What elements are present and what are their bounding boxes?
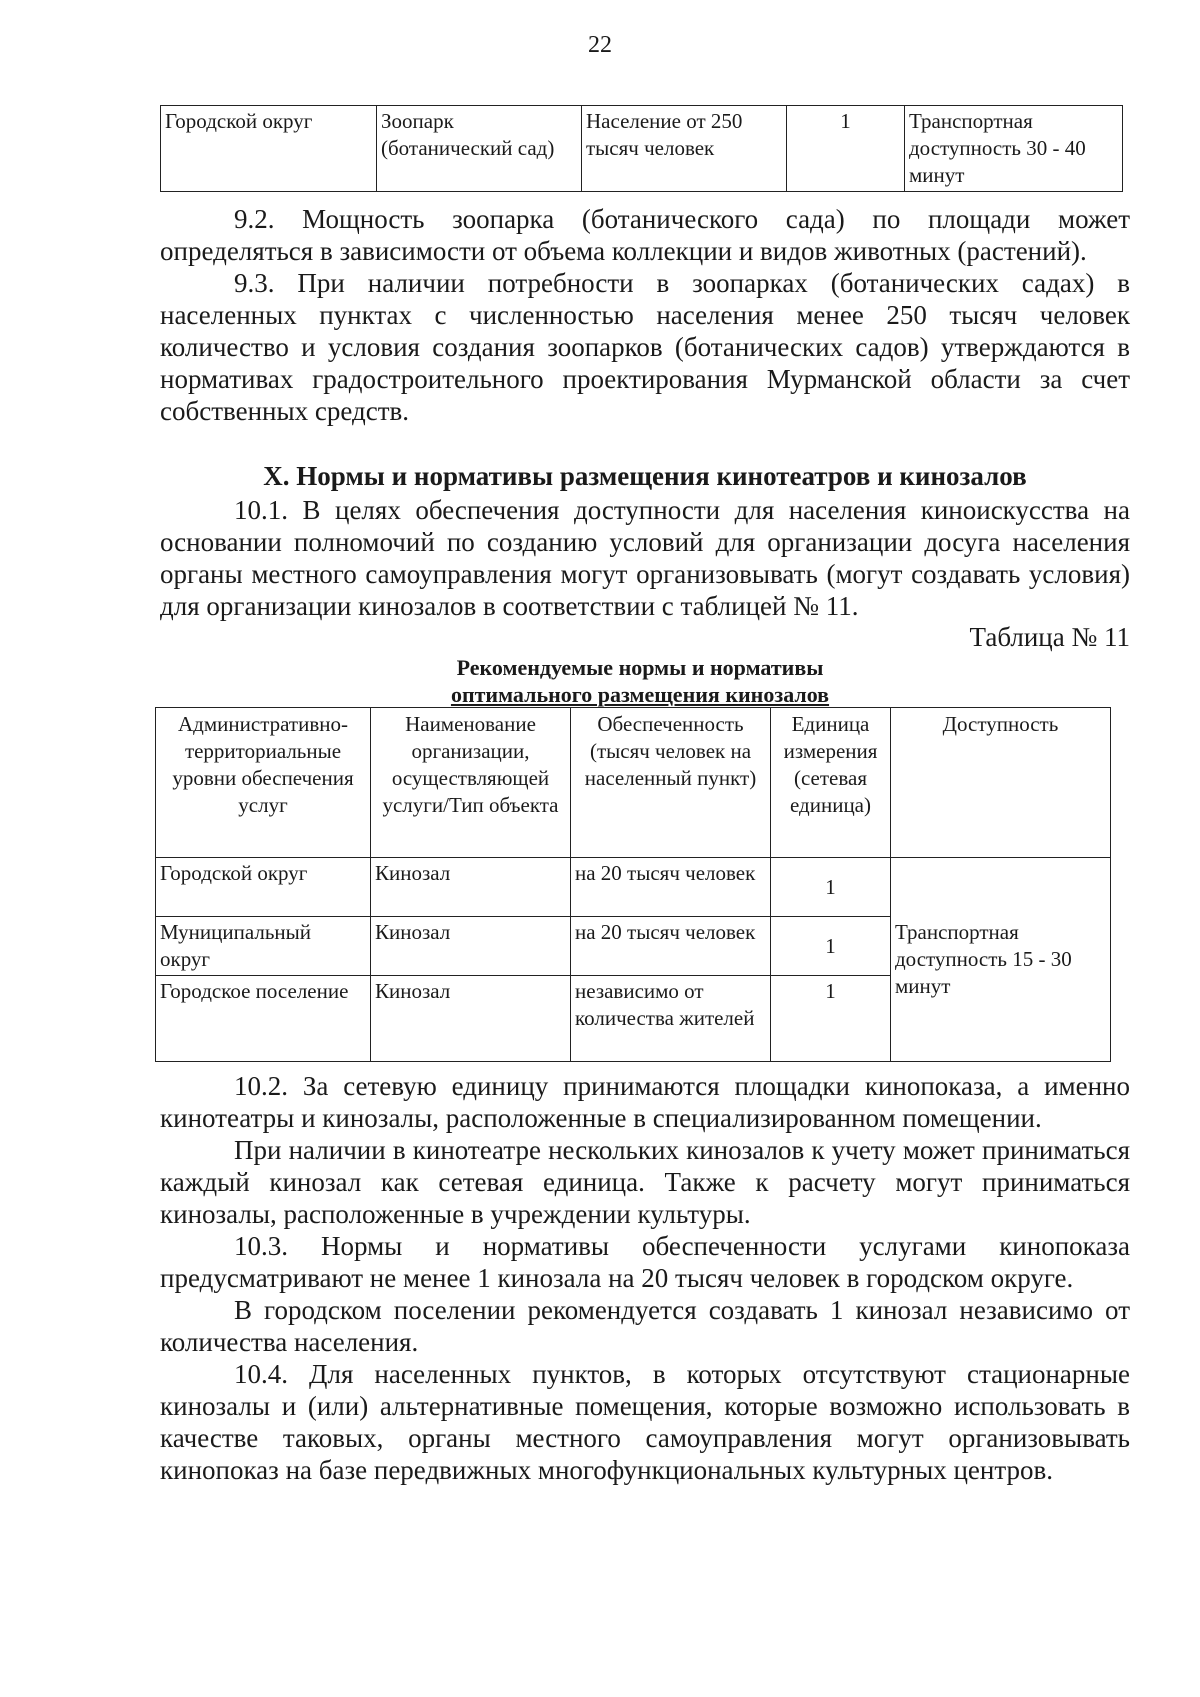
table-header-row: [156, 708, 1111, 858]
table-cell: Население от 250 тысяч человек: [582, 106, 787, 192]
table-cell: Городской округ: [161, 106, 377, 192]
table-cell: Городское поселение: [156, 976, 371, 1062]
table-cell: Кинозал: [371, 976, 571, 1062]
table-row: [156, 858, 1111, 917]
paragraph-multiple-halls: При наличии в кинотеатре нескольких кинозалов к учету может приниматься каждый кинозал как сетевая единица. Также к расчету могут приниматься кинозалы, расположенные в учреждении культуры.: [160, 1135, 1130, 1229]
table-title-line: Рекомендуемые нормы и нормативы: [456, 655, 824, 680]
table-cell: независимо от количества жителей: [571, 976, 771, 1062]
paragraph-10-3: 10.3. Нормы и нормативы обеспеченности услугами кинопоказа предусматривают не менее 1 кинозала на 20 тысяч человек в городском округе.: [160, 1231, 1130, 1293]
column-header: Наименование организации, осуществляющей услуги/Тип объекта: [371, 708, 571, 858]
table-cell: Кинозал: [371, 917, 571, 976]
table-cell: 1: [787, 106, 905, 192]
table-cell: на 20 тысяч человек: [571, 858, 771, 917]
accessibility-cell: Транспортная доступность 15 - 30 минут: [891, 858, 1111, 1062]
table-cell: Транспортная доступность 30 - 40 минут: [905, 106, 1123, 192]
paragraph-10-1: 10.1. В целях обеспечения доступности для населения киноискусства на основании полномочий по созданию условий для организации досуга населения органы местного самоуправления могут организовывать (могут создавать условия) для организации кинозалов в соответствии с таблицей № 11.: [160, 495, 1130, 621]
table-cell: Муниципальный округ: [156, 917, 371, 976]
column-header: Единица измерения (сетевая единица): [771, 708, 891, 858]
table-cell: Городской округ: [156, 858, 371, 917]
paragraph-10-2: 10.2. За сетевую единицу принимаются площадки кинопоказа, а именно кинотеатры и кинозалы, расположенные в специализированном помещении.: [160, 1071, 1130, 1133]
table-title-text: оптимального размещения кинозалов: [450, 682, 830, 707]
cinema-norms-table: [155, 707, 1111, 1062]
table-title-line: [160, 681, 1120, 708]
table-title: [160, 654, 1120, 708]
zoo-table-continuation: [160, 105, 1123, 192]
table-cell: 1: [771, 917, 891, 976]
table-cell: на 20 тысяч человек: [571, 917, 771, 976]
paragraph-9-2: 9.2. Мощность зоопарка (ботанического сада) по площади может определяться в зависимости от объема коллекции и видов животных (растений).: [160, 204, 1130, 266]
paragraph-10-4: 10.4. Для населенных пунктов, в которых отсутствуют стационарные кинозалы и (или) альтернативные помещения, которые возможно использовать в качестве таковых, органы местного самоуправления могут организовывать кинопоказ на базе передвижных многофункциональных культурных центров.: [160, 1359, 1130, 1485]
section-heading: X. Нормы и нормативы размещения кинотеатров и кинозалов: [263, 461, 1027, 491]
column-header: Административно-территориальные уровни обеспечения услуг: [156, 708, 371, 858]
table-caption: Таблица № 11: [969, 622, 1130, 652]
column-header: Доступность: [891, 708, 1111, 858]
table-row: [161, 106, 1123, 192]
table-cell: Кинозал: [371, 858, 571, 917]
paragraph-urban-settlement: В городском поселении рекомендуется создавать 1 кинозал независимо от количества населения.: [160, 1295, 1130, 1357]
table-cell: 1: [771, 976, 891, 1062]
table-cell: Зоопарк (ботанический сад): [377, 106, 582, 192]
page-number: 22: [588, 32, 612, 58]
paragraph-9-3: 9.3. При наличии потребности в зоопарках (ботанических садах) в населенных пунктах с численностью населения менее 250 тысяч человек количество и условия создания зоопарков (ботанических садов) утверждаются в нормативах градостроительного проектирования Мурманской области за счет собственных средств.: [160, 268, 1130, 426]
column-header: Обеспеченность (тысяч человек на населенный пункт): [571, 708, 771, 858]
table-cell: 1: [771, 858, 891, 917]
